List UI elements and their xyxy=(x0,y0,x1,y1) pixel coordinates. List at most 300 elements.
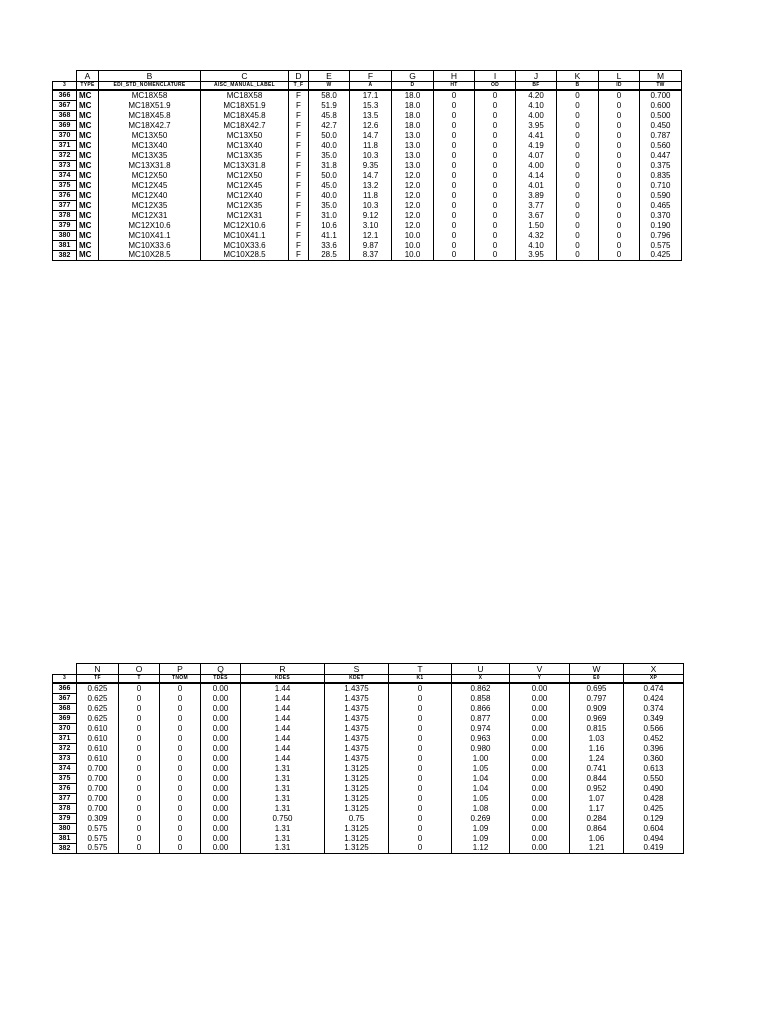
table-cell[interactable]: 0 xyxy=(119,824,160,834)
table-cell[interactable]: 0 xyxy=(557,111,599,121)
table-cell[interactable]: 1.44 xyxy=(241,694,325,704)
table-cell[interactable]: 58.0 xyxy=(309,90,350,101)
table-cell[interactable]: 4.41 xyxy=(516,131,557,141)
table-cell[interactable]: MC xyxy=(77,241,99,251)
table-cell[interactable]: MC10X28.5 xyxy=(201,251,289,261)
table-cell[interactable]: MC xyxy=(77,131,99,141)
table-cell[interactable]: 0 xyxy=(160,764,201,774)
table-cell[interactable]: 0.741 xyxy=(570,764,624,774)
table-cell[interactable]: 0 xyxy=(475,141,516,151)
table-cell[interactable]: 0 xyxy=(160,734,201,744)
table-cell[interactable]: 0.700 xyxy=(77,794,119,804)
table-cell[interactable]: 1.04 xyxy=(452,784,510,794)
table-cell[interactable]: 0 xyxy=(599,181,640,191)
table-cell[interactable]: 18.0 xyxy=(392,90,434,101)
row-number[interactable]: 382 xyxy=(53,844,77,854)
table-cell[interactable]: MC18X45.8 xyxy=(201,111,289,121)
row-number[interactable]: 382 xyxy=(53,251,77,261)
table-cell[interactable]: 0 xyxy=(160,774,201,784)
table-cell[interactable]: 0.700 xyxy=(640,90,682,101)
row-number[interactable]: 369 xyxy=(53,714,77,724)
table-cell[interactable]: 0.00 xyxy=(201,794,241,804)
table-cell[interactable]: 1.44 xyxy=(241,754,325,764)
table-cell[interactable]: 0 xyxy=(389,683,452,694)
table-cell[interactable]: 1.4375 xyxy=(325,714,389,724)
table-cell[interactable]: 0 xyxy=(160,804,201,814)
table-cell[interactable]: 0 xyxy=(389,704,452,714)
table-cell[interactable]: 1.44 xyxy=(241,714,325,724)
table-cell[interactable]: 1.44 xyxy=(241,744,325,754)
table-cell[interactable]: 0.00 xyxy=(201,683,241,694)
table-cell[interactable]: 40.0 xyxy=(309,191,350,201)
table-cell[interactable]: 1.3125 xyxy=(325,824,389,834)
column-letter[interactable]: W xyxy=(570,664,624,675)
table-cell[interactable]: 0.00 xyxy=(201,704,241,714)
table-cell[interactable]: 0.963 xyxy=(452,734,510,744)
table-cell[interactable]: 0 xyxy=(119,744,160,754)
table-cell[interactable]: 0.425 xyxy=(624,804,684,814)
table-cell[interactable]: MC xyxy=(77,181,99,191)
table-cell[interactable]: 35.0 xyxy=(309,151,350,161)
table-cell[interactable]: 0 xyxy=(160,744,201,754)
column-letter[interactable]: R xyxy=(241,664,325,675)
table-cell[interactable]: 1.4375 xyxy=(325,683,389,694)
table-cell[interactable]: 1.4375 xyxy=(325,704,389,714)
table-cell[interactable]: 4.20 xyxy=(516,90,557,101)
table-cell[interactable]: 0 xyxy=(599,251,640,261)
table-cell[interactable]: 0 xyxy=(557,141,599,151)
table-cell[interactable]: 50.0 xyxy=(309,131,350,141)
table-cell[interactable]: 1.4375 xyxy=(325,744,389,754)
table-cell[interactable]: 1.4375 xyxy=(325,724,389,734)
table-cell[interactable]: 18.0 xyxy=(392,111,434,121)
row-number[interactable]: 366 xyxy=(53,683,77,694)
table-cell[interactable]: MC13X31.8 xyxy=(201,161,289,171)
table-cell[interactable]: 1.31 xyxy=(241,834,325,844)
table-cell[interactable]: 0 xyxy=(160,794,201,804)
table-cell[interactable]: 0 xyxy=(389,784,452,794)
table-cell[interactable]: 0 xyxy=(119,704,160,714)
table-cell[interactable]: 1.44 xyxy=(241,704,325,714)
table-cell[interactable]: 0.560 xyxy=(640,141,682,151)
table-cell[interactable]: F xyxy=(289,90,309,101)
column-letter[interactable]: L xyxy=(599,71,640,82)
table-cell[interactable]: 1.16 xyxy=(570,744,624,754)
table-cell[interactable]: 4.01 xyxy=(516,181,557,191)
table-cell[interactable]: MC xyxy=(77,211,99,221)
table-cell[interactable]: 0 xyxy=(160,704,201,714)
table-cell[interactable]: MC10X41.1 xyxy=(201,231,289,241)
table-cell[interactable]: 0 xyxy=(557,131,599,141)
table-cell[interactable]: 0 xyxy=(119,734,160,744)
table-cell[interactable]: 0 xyxy=(119,784,160,794)
table-cell[interactable]: MC xyxy=(77,221,99,231)
table-cell[interactable]: 0.575 xyxy=(77,834,119,844)
table-cell[interactable]: 0 xyxy=(119,774,160,784)
table-cell[interactable]: 0.360 xyxy=(624,754,684,764)
table-cell[interactable]: 0.370 xyxy=(640,211,682,221)
table-cell[interactable]: 0 xyxy=(119,764,160,774)
table-cell[interactable]: MC10X28.5 xyxy=(99,251,201,261)
table-cell[interactable]: 0 xyxy=(434,251,475,261)
table-cell[interactable]: 0 xyxy=(434,221,475,231)
table-cell[interactable]: MC12X40 xyxy=(201,191,289,201)
table-cell[interactable]: 0.00 xyxy=(510,734,570,744)
table-cell[interactable]: F xyxy=(289,111,309,121)
table-cell[interactable]: 0.00 xyxy=(510,683,570,694)
table-cell[interactable]: F xyxy=(289,251,309,261)
table-cell[interactable]: MC12X35 xyxy=(201,201,289,211)
row-number[interactable]: 367 xyxy=(53,694,77,704)
table-cell[interactable]: MC10X33.6 xyxy=(99,241,201,251)
table-cell[interactable]: 0 xyxy=(475,90,516,101)
table-cell[interactable]: MC xyxy=(77,111,99,121)
table-cell[interactable]: F xyxy=(289,241,309,251)
table-cell[interactable]: F xyxy=(289,201,309,211)
table-cell[interactable]: 0 xyxy=(557,181,599,191)
table-cell[interactable]: 0 xyxy=(557,251,599,261)
table-cell[interactable]: 0.00 xyxy=(510,844,570,854)
table-cell[interactable]: 1.03 xyxy=(570,734,624,744)
table-cell[interactable]: 12.0 xyxy=(392,221,434,231)
row-number[interactable]: 377 xyxy=(53,794,77,804)
table-cell[interactable]: 1.44 xyxy=(241,683,325,694)
table-cell[interactable]: MC12X50 xyxy=(201,171,289,181)
table-cell[interactable]: 0.700 xyxy=(77,764,119,774)
row-number[interactable]: 3 xyxy=(53,82,77,91)
table-cell[interactable]: 0.00 xyxy=(510,774,570,784)
table-cell[interactable]: 0 xyxy=(434,211,475,221)
table-cell[interactable]: 50.0 xyxy=(309,171,350,181)
table-cell[interactable]: 0.844 xyxy=(570,774,624,784)
table-cell[interactable]: 1.09 xyxy=(452,834,510,844)
column-letter[interactable]: O xyxy=(119,664,160,675)
table-cell[interactable]: MC18X42.7 xyxy=(201,121,289,131)
table-cell[interactable]: MC13X50 xyxy=(99,131,201,141)
table-cell[interactable]: 0 xyxy=(557,151,599,161)
table-cell[interactable]: MC12X10.6 xyxy=(99,221,201,231)
table-cell[interactable]: 9.35 xyxy=(350,161,392,171)
table-cell[interactable]: 0 xyxy=(389,764,452,774)
table-cell[interactable]: 0.00 xyxy=(201,804,241,814)
table-cell[interactable]: 1.24 xyxy=(570,754,624,764)
table-cell[interactable]: 18.0 xyxy=(392,101,434,111)
table-cell[interactable]: F xyxy=(289,221,309,231)
table-cell[interactable]: 0.575 xyxy=(77,844,119,854)
column-letter[interactable]: X xyxy=(624,664,684,675)
table-cell[interactable]: 0.00 xyxy=(510,724,570,734)
table-cell[interactable]: 0.269 xyxy=(452,814,510,824)
row-number[interactable]: 374 xyxy=(53,764,77,774)
table-cell[interactable]: 0 xyxy=(557,221,599,231)
table-cell[interactable]: 0.625 xyxy=(77,683,119,694)
table-cell[interactable]: 1.3125 xyxy=(325,834,389,844)
table-cell[interactable]: 0 xyxy=(557,211,599,221)
table-cell[interactable]: 0 xyxy=(475,111,516,121)
table-cell[interactable]: 0 xyxy=(475,241,516,251)
table-cell[interactable]: F xyxy=(289,211,309,221)
table-cell[interactable]: 0.00 xyxy=(510,714,570,724)
table-cell[interactable]: 13.0 xyxy=(392,161,434,171)
table-cell[interactable]: 1.4375 xyxy=(325,754,389,764)
table-cell[interactable]: 0 xyxy=(557,231,599,241)
table-cell[interactable]: 0 xyxy=(160,814,201,824)
table-cell[interactable]: 0 xyxy=(599,231,640,241)
table-cell[interactable]: 0.00 xyxy=(510,744,570,754)
row-number[interactable]: 367 xyxy=(53,101,77,111)
table-cell[interactable]: 0 xyxy=(599,121,640,131)
table-cell[interactable]: 3.67 xyxy=(516,211,557,221)
row-number[interactable]: 370 xyxy=(53,724,77,734)
table-cell[interactable]: 0 xyxy=(160,754,201,764)
table-cell[interactable]: 10.3 xyxy=(350,201,392,211)
table-cell[interactable]: 0 xyxy=(475,251,516,261)
table-cell[interactable]: 1.31 xyxy=(241,774,325,784)
table-cell[interactable]: 0.858 xyxy=(452,694,510,704)
table-cell[interactable]: MC xyxy=(77,151,99,161)
table-cell[interactable]: 0.550 xyxy=(624,774,684,784)
table-cell[interactable]: 0 xyxy=(557,191,599,201)
table-cell[interactable]: 1.06 xyxy=(570,834,624,844)
table-cell[interactable]: 0.00 xyxy=(201,784,241,794)
table-cell[interactable]: 0.00 xyxy=(201,824,241,834)
table-cell[interactable]: 3.89 xyxy=(516,191,557,201)
table-cell[interactable]: 15.3 xyxy=(350,101,392,111)
table-cell[interactable]: 1.4375 xyxy=(325,734,389,744)
table-cell[interactable]: F xyxy=(289,101,309,111)
table-cell[interactable]: 0 xyxy=(557,241,599,251)
column-letter[interactable]: I xyxy=(475,71,516,82)
column-letter[interactable]: K xyxy=(557,71,599,82)
table-cell[interactable]: 0 xyxy=(389,804,452,814)
table-cell[interactable]: 1.3125 xyxy=(325,784,389,794)
column-letter[interactable]: B xyxy=(99,71,201,82)
table-cell[interactable]: 0.864 xyxy=(570,824,624,834)
table-cell[interactable]: 0.590 xyxy=(640,191,682,201)
table-cell[interactable]: 0 xyxy=(160,844,201,854)
table-cell[interactable]: MC13X31.8 xyxy=(99,161,201,171)
table-cell[interactable]: 0.700 xyxy=(77,774,119,784)
table-cell[interactable]: 0.00 xyxy=(201,754,241,764)
table-cell[interactable]: 13.0 xyxy=(392,141,434,151)
table-cell[interactable]: 0 xyxy=(119,814,160,824)
table-cell[interactable]: 0 xyxy=(557,161,599,171)
column-letter[interactable]: F xyxy=(350,71,392,82)
table-cell[interactable]: 0.610 xyxy=(77,734,119,744)
table-cell[interactable]: 12.0 xyxy=(392,181,434,191)
table-cell[interactable]: 0.815 xyxy=(570,724,624,734)
table-cell[interactable]: 0 xyxy=(434,241,475,251)
row-number[interactable]: 381 xyxy=(53,241,77,251)
column-letter[interactable]: P xyxy=(160,664,201,675)
table-cell[interactable]: 0.969 xyxy=(570,714,624,724)
table-cell[interactable]: 0 xyxy=(119,804,160,814)
table-cell[interactable]: 0.00 xyxy=(510,764,570,774)
table-cell[interactable]: 0.425 xyxy=(640,251,682,261)
table-cell[interactable]: 0.00 xyxy=(510,754,570,764)
row-number[interactable]: 369 xyxy=(53,121,77,131)
table-cell[interactable]: 0.625 xyxy=(77,704,119,714)
table-cell[interactable]: F xyxy=(289,161,309,171)
table-cell[interactable]: 0 xyxy=(475,101,516,111)
table-cell[interactable]: 0.465 xyxy=(640,201,682,211)
table-cell[interactable]: 0 xyxy=(599,241,640,251)
table-cell[interactable]: 0 xyxy=(475,211,516,221)
table-cell[interactable]: 0 xyxy=(434,121,475,131)
table-cell[interactable]: 9.12 xyxy=(350,211,392,221)
table-cell[interactable]: 0.396 xyxy=(624,744,684,754)
table-cell[interactable]: 0 xyxy=(557,90,599,101)
table-cell[interactable]: 31.0 xyxy=(309,211,350,221)
table-cell[interactable]: 0 xyxy=(599,141,640,151)
table-cell[interactable]: 0 xyxy=(389,794,452,804)
row-number[interactable]: 375 xyxy=(53,774,77,784)
table-cell[interactable]: 1.31 xyxy=(241,784,325,794)
column-letter[interactable]: G xyxy=(392,71,434,82)
table-cell[interactable]: 0.129 xyxy=(624,814,684,824)
column-letter[interactable]: V xyxy=(510,664,570,675)
table-cell[interactable]: 0.494 xyxy=(624,834,684,844)
table-cell[interactable]: 1.31 xyxy=(241,794,325,804)
table-cell[interactable]: 10.3 xyxy=(350,151,392,161)
table-cell[interactable]: 1.00 xyxy=(452,754,510,764)
table-cell[interactable]: 0 xyxy=(389,744,452,754)
row-number[interactable]: 371 xyxy=(53,141,77,151)
table-cell[interactable]: 0 xyxy=(389,814,452,824)
column-letter[interactable]: H xyxy=(434,71,475,82)
table-cell[interactable]: 0.474 xyxy=(624,683,684,694)
column-letter[interactable]: M xyxy=(640,71,682,82)
table-cell[interactable]: 0 xyxy=(119,724,160,734)
table-cell[interactable]: 0.796 xyxy=(640,231,682,241)
column-letter[interactable]: D xyxy=(289,71,309,82)
table-cell[interactable]: 0.447 xyxy=(640,151,682,161)
table-cell[interactable]: MC xyxy=(77,90,99,101)
table-cell[interactable]: MC12X31 xyxy=(201,211,289,221)
table-cell[interactable]: 0.00 xyxy=(510,694,570,704)
table-cell[interactable]: 0.00 xyxy=(201,844,241,854)
table-cell[interactable]: 0.00 xyxy=(510,824,570,834)
column-letter[interactable]: Q xyxy=(201,664,241,675)
table-cell[interactable]: 0.600 xyxy=(640,101,682,111)
row-number[interactable]: 378 xyxy=(53,211,77,221)
row-number[interactable]: 373 xyxy=(53,161,77,171)
row-number[interactable]: 373 xyxy=(53,754,77,764)
table-cell[interactable]: 0 xyxy=(389,834,452,844)
table-cell[interactable]: 10.0 xyxy=(392,251,434,261)
table-cell[interactable]: 0.349 xyxy=(624,714,684,724)
row-number[interactable]: 380 xyxy=(53,231,77,241)
table-cell[interactable]: 0 xyxy=(434,101,475,111)
table-cell[interactable]: 0.750 xyxy=(241,814,325,824)
table-cell[interactable]: 0.00 xyxy=(201,814,241,824)
row-number[interactable]: 366 xyxy=(53,90,77,101)
table-cell[interactable]: MC12X31 xyxy=(99,211,201,221)
table-cell[interactable]: 41.1 xyxy=(309,231,350,241)
row-number[interactable]: 381 xyxy=(53,834,77,844)
table-cell[interactable]: 0 xyxy=(557,171,599,181)
table-cell[interactable]: 0.00 xyxy=(201,774,241,784)
table-cell[interactable]: 13.2 xyxy=(350,181,392,191)
row-number[interactable]: 3 xyxy=(53,675,77,684)
table-cell[interactable]: 0 xyxy=(160,694,201,704)
table-cell[interactable]: 0 xyxy=(119,754,160,764)
table-cell[interactable]: 0 xyxy=(119,834,160,844)
table-cell[interactable]: 0 xyxy=(599,201,640,211)
table-cell[interactable]: 1.12 xyxy=(452,844,510,854)
table-cell[interactable]: 0 xyxy=(475,181,516,191)
table-cell[interactable]: 14.7 xyxy=(350,171,392,181)
table-cell[interactable]: MC12X45 xyxy=(201,181,289,191)
table-cell[interactable]: 0 xyxy=(599,131,640,141)
table-cell[interactable]: 12.1 xyxy=(350,231,392,241)
table-cell[interactable]: 11.8 xyxy=(350,141,392,151)
table-cell[interactable]: 0 xyxy=(160,824,201,834)
table-cell[interactable]: MC xyxy=(77,121,99,131)
table-cell[interactable]: 0 xyxy=(119,714,160,724)
table-cell[interactable]: F xyxy=(289,121,309,131)
table-cell[interactable]: 0 xyxy=(599,101,640,111)
table-cell[interactable]: 12.0 xyxy=(392,211,434,221)
table-cell[interactable]: 0 xyxy=(599,211,640,221)
table-cell[interactable]: 35.0 xyxy=(309,201,350,211)
table-cell[interactable]: 0 xyxy=(389,714,452,724)
table-cell[interactable]: 4.00 xyxy=(516,111,557,121)
table-cell[interactable]: 0.613 xyxy=(624,764,684,774)
table-cell[interactable]: 0.452 xyxy=(624,734,684,744)
table-cell[interactable]: 0 xyxy=(434,231,475,241)
table-cell[interactable]: 0.835 xyxy=(640,171,682,181)
table-cell[interactable]: 0.980 xyxy=(452,744,510,754)
table-cell[interactable]: 4.10 xyxy=(516,101,557,111)
table-cell[interactable]: 45.8 xyxy=(309,111,350,121)
table-cell[interactable]: MC xyxy=(77,231,99,241)
table-cell[interactable]: 0.877 xyxy=(452,714,510,724)
table-cell[interactable]: 3.95 xyxy=(516,121,557,131)
table-cell[interactable]: 14.7 xyxy=(350,131,392,141)
table-cell[interactable]: 0 xyxy=(434,181,475,191)
table-cell[interactable]: 0 xyxy=(599,90,640,101)
table-cell[interactable]: 0.909 xyxy=(570,704,624,714)
table-cell[interactable]: 0.374 xyxy=(624,704,684,714)
table-cell[interactable]: MC12X35 xyxy=(99,201,201,211)
table-cell[interactable]: F xyxy=(289,191,309,201)
table-cell[interactable]: 0.695 xyxy=(570,683,624,694)
table-cell[interactable]: 1.3125 xyxy=(325,804,389,814)
table-cell[interactable]: 18.0 xyxy=(392,121,434,131)
table-cell[interactable]: 0 xyxy=(599,191,640,201)
table-cell[interactable]: 0.500 xyxy=(640,111,682,121)
table-cell[interactable]: 0.00 xyxy=(201,744,241,754)
table-cell[interactable]: 1.3125 xyxy=(325,794,389,804)
table-cell[interactable]: 33.6 xyxy=(309,241,350,251)
row-number[interactable]: 372 xyxy=(53,151,77,161)
table-cell[interactable]: MC10X41.1 xyxy=(99,231,201,241)
table-cell[interactable]: 0.419 xyxy=(624,844,684,854)
table-cell[interactable]: 0 xyxy=(389,824,452,834)
row-number[interactable]: 376 xyxy=(53,191,77,201)
table-cell[interactable]: 12.6 xyxy=(350,121,392,131)
table-cell[interactable]: 0.00 xyxy=(201,734,241,744)
table-cell[interactable]: 4.32 xyxy=(516,231,557,241)
table-cell[interactable]: 0 xyxy=(434,191,475,201)
table-cell[interactable]: 1.31 xyxy=(241,764,325,774)
row-number[interactable]: 378 xyxy=(53,804,77,814)
table-cell[interactable]: 0.866 xyxy=(452,704,510,714)
table-cell[interactable]: 12.0 xyxy=(392,171,434,181)
column-letter[interactable]: A xyxy=(77,71,99,82)
table-cell[interactable]: 0.787 xyxy=(640,131,682,141)
